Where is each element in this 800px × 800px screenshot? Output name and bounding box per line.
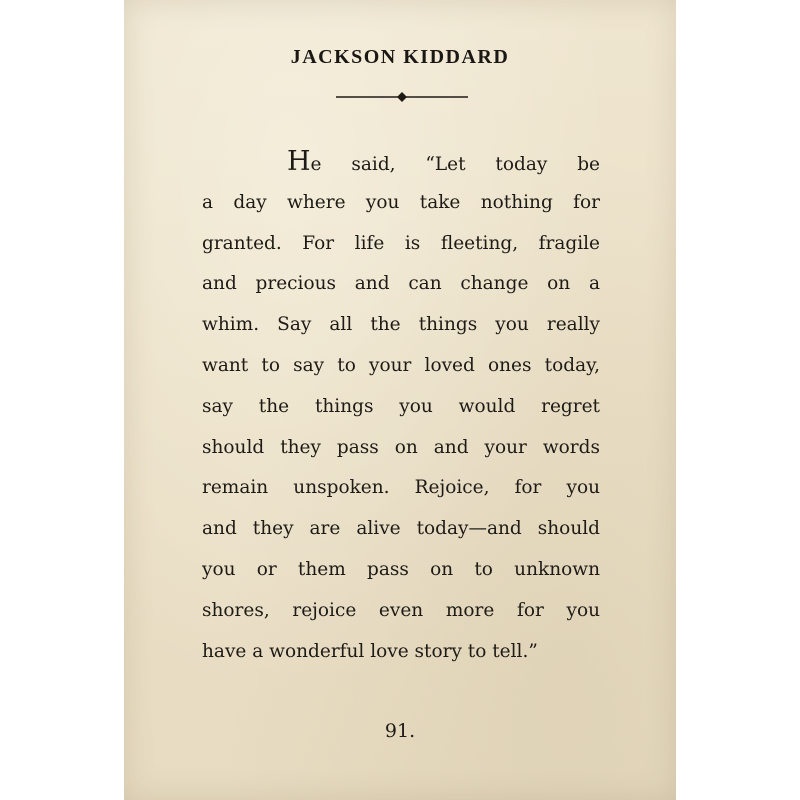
quote-line-7: say the things you would regret [202, 395, 600, 417]
quote-text [202, 142, 600, 672]
quote-line-1: He said, “Let today be [287, 146, 600, 177]
quote-line-10: and they are alive today—and should [202, 518, 600, 540]
quote-line-9: remain unspoken. Rejoice, for you [202, 477, 600, 499]
quote-line-5: whim. Say all the things you really [202, 314, 600, 336]
quote-line-6: want to say to your loved ones today, [202, 354, 600, 376]
quote-line-11: you or them pass on to unknown [202, 558, 600, 580]
quote-line-3: granted. For life is fleeting, fragile [202, 232, 600, 254]
drop-cap: H [287, 146, 311, 177]
quote-line-12: shores, rejoice even more for you [202, 599, 600, 621]
quote-line-8: should they pass on and your words [202, 436, 600, 458]
quote-line-4: and precious and can change on a [202, 273, 600, 295]
diamond-rule-ornament-icon [336, 90, 468, 104]
page-title: JACKSON KIDDARD [290, 46, 510, 68]
book-page [124, 0, 676, 800]
quote-line-2: a day where you take nothing for [202, 191, 600, 213]
quote-line-13: have a wonderful love story to tell.” [202, 640, 538, 662]
page-number: 91. [384, 720, 416, 742]
